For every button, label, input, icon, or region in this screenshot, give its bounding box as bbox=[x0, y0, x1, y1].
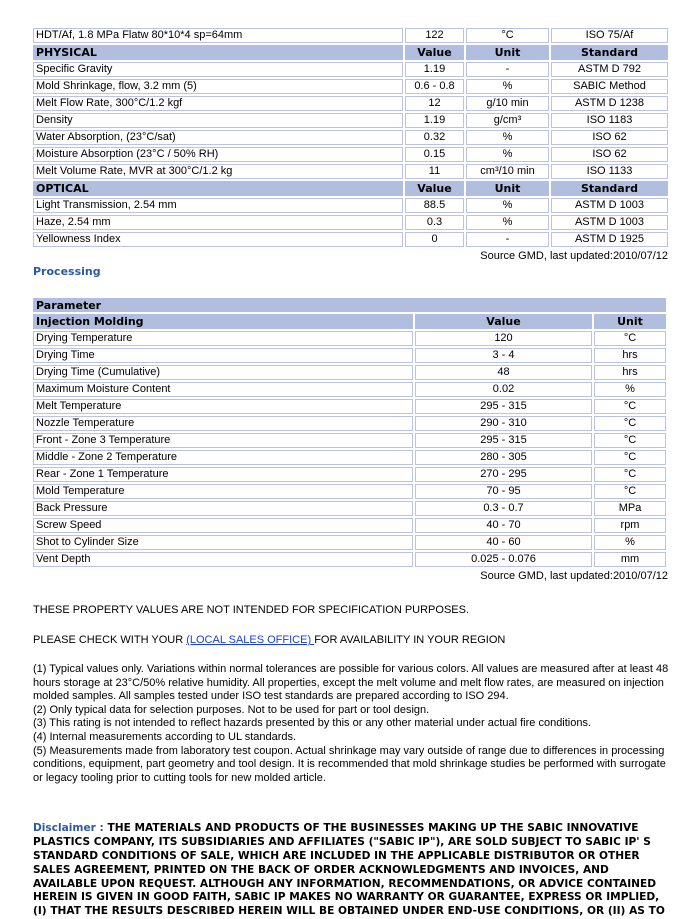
table-row bbox=[33, 535, 666, 550]
cell-standard: ASTM D 1925 bbox=[551, 232, 668, 247]
cell-standard: ASTM D 1003 bbox=[551, 198, 668, 213]
disclaimer bbox=[33, 822, 673, 919]
properties-table bbox=[31, 26, 670, 249]
availability-prefix: PLEASE CHECK WITH YOUR bbox=[33, 634, 187, 646]
cell-label: Back Pressure bbox=[33, 501, 413, 516]
cell-value: 0.3 bbox=[405, 215, 464, 230]
property-standard: ISO 75/Af bbox=[551, 28, 668, 43]
footnote: (4) Internal measurements according to UL standards. bbox=[33, 730, 297, 743]
cell-value: 11 bbox=[405, 164, 464, 179]
table-row bbox=[33, 399, 666, 414]
cell-label: Specific Gravity bbox=[33, 62, 403, 77]
table-row bbox=[33, 331, 666, 346]
table-row bbox=[33, 113, 668, 128]
cell-label: Maximum Moisture Content bbox=[33, 382, 413, 397]
table-row bbox=[33, 62, 668, 77]
table-row bbox=[33, 28, 668, 43]
disclaimer-label: Disclaimer : bbox=[33, 822, 108, 835]
table-row bbox=[33, 450, 666, 465]
cell-standard: ASTM D 1003 bbox=[551, 215, 668, 230]
table-row bbox=[33, 198, 668, 213]
processing-subheader-row bbox=[33, 314, 666, 329]
cell-unit: % bbox=[594, 535, 666, 550]
cell-label: Mold Temperature bbox=[33, 484, 413, 499]
cell-label: Screw Speed bbox=[33, 518, 413, 533]
cell-value: 40 - 70 bbox=[415, 518, 592, 533]
injection-molding-header: Injection Molding bbox=[33, 314, 413, 329]
cell-value: 270 - 295 bbox=[415, 467, 592, 482]
cell-value: 0.3 - 0.7 bbox=[415, 501, 592, 516]
cell-label: Middle - Zone 2 Temperature bbox=[33, 450, 413, 465]
section-header-physical bbox=[33, 45, 668, 60]
cell-unit: mm bbox=[594, 552, 666, 567]
cell-value: 0.02 bbox=[415, 382, 592, 397]
table-row bbox=[33, 484, 666, 499]
footnote: (2) Only typical data for selection purposes. Not to be used for part or tool design. bbox=[33, 703, 430, 716]
table-row bbox=[33, 518, 666, 533]
cell-value: 0 bbox=[405, 232, 464, 247]
cell-value: 0.32 bbox=[405, 130, 464, 145]
cell-unit: rpm bbox=[594, 518, 666, 533]
cell-unit: °C bbox=[594, 331, 666, 346]
cell-label: Water Absorption, (23°C/sat) bbox=[33, 130, 403, 145]
column-header-unit: Unit bbox=[466, 181, 549, 196]
cell-unit: hrs bbox=[594, 365, 666, 380]
cell-standard: ISO 1183 bbox=[551, 113, 668, 128]
cell-value: 48 bbox=[415, 365, 592, 380]
cell-value: 88.5 bbox=[405, 198, 464, 213]
cell-value: 295 - 315 bbox=[415, 433, 592, 448]
cell-unit: - bbox=[466, 62, 549, 77]
disclaimer-text: THE MATERIALS AND PRODUCTS OF THE BUSINESSES MAKING UP THE SABIC INNOVATIVE PLASTICS COMPANY, ITS SUBSIDIARIES AND AFFILIATES ("SABIC IP"), ARE SOLD SUBJECT TO SABIC IP' S STANDARD CONDITIONS OF SALE, WHICH ARE INCLUDED IN THE APPLICABLE DISTRIBUTOR OR OTHER SALES AGREEMENT, PRINTED ON THE BACK OF ORDER ACKNOWLEDGMENTS AND INVOICES, AND AVAILABLE UPON REQUEST. ALTHOUGH ANY INFORMATION, RECOMMENDATIONS, OR ADVICE CONTAINED HEREIN IS GIVEN IN GOOD FAITH, SABIC IP MAKES NO WARRANTY OR GUARANTEE, EXPRESS OR IMPLIED, (I) THAT THE RESULTS DESCRIBED HEREIN WILL BE OBTAINED UNDER END-USE CONDITIONS, OR (II) AS TO bbox=[33, 822, 665, 918]
table-row bbox=[33, 501, 666, 516]
column-header-standard: Standard bbox=[551, 45, 668, 60]
cell-value: 3 - 4 bbox=[415, 348, 592, 363]
column-header-standard: Standard bbox=[551, 181, 668, 196]
cell-label: Moisture Absorption (23°C / 50% RH) bbox=[33, 147, 403, 162]
cell-value: 1.19 bbox=[405, 62, 464, 77]
column-header-value: Value bbox=[415, 314, 592, 329]
cell-unit: °C bbox=[594, 433, 666, 448]
cell-unit: °C bbox=[594, 467, 666, 482]
table-row bbox=[33, 147, 668, 162]
table-row bbox=[33, 382, 666, 397]
column-header-unit: Unit bbox=[466, 45, 549, 60]
cell-unit: hrs bbox=[594, 348, 666, 363]
column-header-value: Value bbox=[405, 45, 464, 60]
footnote: (3) This rating is not intended to reflect hazards presented by this or any other material under actual fire conditions. bbox=[33, 717, 592, 730]
cell-standard: ISO 1133 bbox=[551, 164, 668, 179]
availability-notice bbox=[33, 634, 668, 646]
property-unit: °C bbox=[466, 28, 549, 43]
cell-standard: ISO 62 bbox=[551, 147, 668, 162]
cell-value: 290 - 310 bbox=[415, 416, 592, 431]
footnotes bbox=[33, 663, 673, 785]
cell-value: 295 - 315 bbox=[415, 399, 592, 414]
cell-unit: °C bbox=[594, 416, 666, 431]
cell-label: Melt Flow Rate, 300°C/1.2 kgf bbox=[33, 96, 403, 111]
cell-unit: °C bbox=[594, 484, 666, 499]
local-sales-office-link[interactable]: (LOCAL SALES OFFICE) bbox=[186, 634, 315, 646]
parameter-header: Parameter bbox=[33, 298, 666, 312]
table-row bbox=[33, 215, 668, 230]
cell-unit: cm³/10 min bbox=[466, 164, 549, 179]
cell-value: 0.15 bbox=[405, 147, 464, 162]
table-row bbox=[33, 232, 668, 247]
table-row bbox=[33, 164, 668, 179]
cell-value: 70 - 95 bbox=[415, 484, 592, 499]
table-row bbox=[33, 467, 666, 482]
cell-label: Drying Time (Cumulative) bbox=[33, 365, 413, 380]
cell-value: 1.19 bbox=[405, 113, 464, 128]
cell-unit: % bbox=[466, 130, 549, 145]
source-note: Source GMD, last updated:2010/07/12 bbox=[480, 250, 668, 262]
cell-label: Drying Time bbox=[33, 348, 413, 363]
section-title: PHYSICAL bbox=[33, 45, 403, 60]
section-title: OPTICAL bbox=[33, 181, 403, 196]
cell-label: Melt Volume Rate, MVR at 300°C/1.2 kg bbox=[33, 164, 403, 179]
cell-unit: °C bbox=[594, 450, 666, 465]
cell-label: Drying Temperature bbox=[33, 331, 413, 346]
cell-standard: ASTM D 792 bbox=[551, 62, 668, 77]
cell-unit: % bbox=[466, 198, 549, 213]
table-row bbox=[33, 552, 666, 567]
cell-label: Front - Zone 3 Temperature bbox=[33, 433, 413, 448]
cell-unit: - bbox=[466, 232, 549, 247]
footnote: (1) Typical values only. Variations within normal tolerances are possible for various colors. All values are measured after at least 48 hours storage at 23°C/50% relative humidity. All properties, except the melt volume and melt flow rates, are measured on injection molded samples. All samples tested under ISO test standards are prepared according to ISO 294. bbox=[33, 663, 669, 703]
cell-label: Nozzle Temperature bbox=[33, 416, 413, 431]
cell-value: 0.025 - 0.076 bbox=[415, 552, 592, 567]
processing-header-row bbox=[33, 298, 666, 312]
source-note: Source GMD, last updated:2010/07/12 bbox=[480, 570, 668, 582]
cell-label: Yellowness Index bbox=[33, 232, 403, 247]
availability-suffix: FOR AVAILABILITY IN YOUR REGION bbox=[314, 634, 506, 646]
cell-standard: ISO 62 bbox=[551, 130, 668, 145]
cell-label: Melt Temperature bbox=[33, 399, 413, 414]
cell-label: Haze, 2.54 mm bbox=[33, 215, 403, 230]
cell-value: 12 bbox=[405, 96, 464, 111]
property-value: 122 bbox=[405, 28, 464, 43]
cell-unit: g/10 min bbox=[466, 96, 549, 111]
table-row bbox=[33, 348, 666, 363]
cell-unit: MPa bbox=[594, 501, 666, 516]
cell-label: Density bbox=[33, 113, 403, 128]
cell-unit: g/cm³ bbox=[466, 113, 549, 128]
cell-label: Shot to Cylinder Size bbox=[33, 535, 413, 550]
table-row bbox=[33, 79, 668, 94]
cell-value: 0.6 - 0.8 bbox=[405, 79, 464, 94]
specification-notice: THESE PROPERTY VALUES ARE NOT INTENDED FOR SPECIFICATION PURPOSES. bbox=[33, 604, 470, 616]
cell-label: Mold Shrinkage, flow, 3.2 mm (5) bbox=[33, 79, 403, 94]
column-header-unit: Unit bbox=[594, 314, 666, 329]
cell-unit: °C bbox=[594, 399, 666, 414]
cell-unit: % bbox=[594, 382, 666, 397]
datasheet-content bbox=[31, 28, 668, 919]
cell-label: Rear - Zone 1 Temperature bbox=[33, 467, 413, 482]
processing-heading: Processing bbox=[33, 265, 101, 278]
cell-value: 120 bbox=[415, 331, 592, 346]
cell-standard: ASTM D 1238 bbox=[551, 96, 668, 111]
column-header-value: Value bbox=[405, 181, 464, 196]
table-row bbox=[33, 130, 668, 145]
cell-standard: SABIC Method bbox=[551, 79, 668, 94]
table-row bbox=[33, 433, 666, 448]
section-header-optical bbox=[33, 181, 668, 196]
cell-value: 280 - 305 bbox=[415, 450, 592, 465]
cell-unit: % bbox=[466, 147, 549, 162]
cell-label: Vent Depth bbox=[33, 552, 413, 567]
cell-unit: % bbox=[466, 79, 549, 94]
cell-unit: % bbox=[466, 215, 549, 230]
table-row bbox=[33, 416, 666, 431]
table-row bbox=[33, 96, 668, 111]
table-row bbox=[33, 365, 666, 380]
cell-value: 40 - 60 bbox=[415, 535, 592, 550]
processing-table bbox=[31, 296, 668, 569]
footnote: (5) Measurements made from laboratory test coupon. Actual shrinkage may vary outside of range due to differences in processing conditions, equipment, part geometry and tool design. It is recommended that mold shrinkage studies be performed with surrogate or legacy tooling prior to cutting tools for new molded article. bbox=[33, 744, 666, 784]
cell-label: Light Transmission, 2.54 mm bbox=[33, 198, 403, 213]
property-label: HDT/Af, 1.8 MPa Flatw 80*10*4 sp=64mm bbox=[33, 28, 403, 43]
